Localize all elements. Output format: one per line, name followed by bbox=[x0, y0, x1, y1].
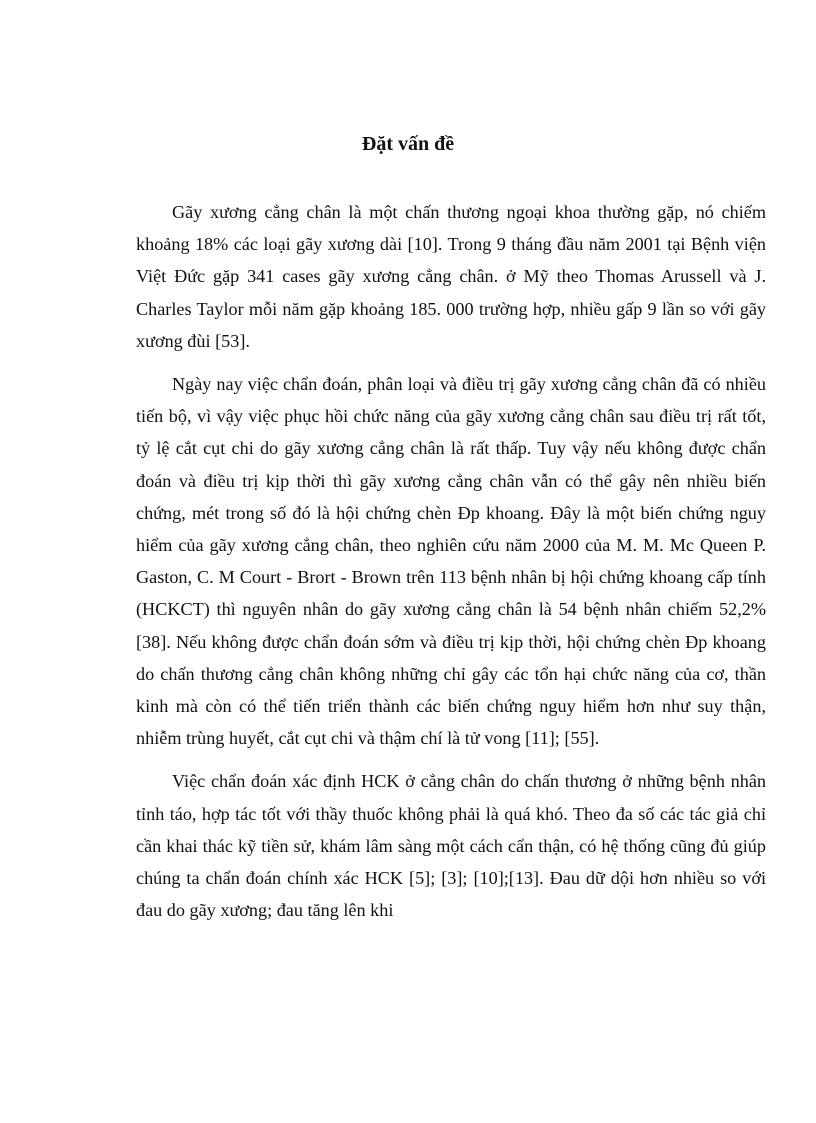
paragraph-2: Ngày nay việc chẩn đoán, phân loại và điều trị gãy xương cẳng chân đã có nhiều tiến bộ, vì vậy việc phục hồi chức năng của gãy xương cẳng chân sau điều trị rất tốt, tỷ lệ cắt cụt chi do gãy xương cẳng chân là rất thấp. Tuy vậy nếu không được chẩn đoán và điều trị kịp thời thì gãy xương cẳng chân vẫn có thể gây nên nhiều biến chứng, mét trong số đó là hội chứng chèn Đp khoang. Đây là một biến chứng nguy hiểm của gãy xương cẳng chân, theo nghiên cứu năm 2000 của M. M. Mc Queen P. Gaston, C. M Court - Brort - Brown trên 113 bệnh nhân bị hội chứng khoang cấp tính (HCKCT) thì nguyên nhân do gãy xương cẳng chân là 54 bệnh nhân chiếm 52,2% [38]. Nếu không được chẩn đoán sớm và điều trị kịp thời, hội chứng chèn Đp khoang do chấn thương cẳng chân không những chỉ gây các tổn hại chức năng của cơ, thần kinh mà còn có thể tiến triển thành các biến chứng nguy hiểm hơn như suy thận, nhiễm trùng huyết, cắt cụt chi và thậm chí là tử vong [11]; [55]. bbox=[136, 374, 766, 749]
paragraph-3: Việc chẩn đoán xác định HCK ở cẳng chân do chấn thương ở những bệnh nhân tỉnh táo, hợp tác tốt với thầy thuốc không phải là quá khó. Theo đa số các tác giả chỉ cần khai thác kỹ tiền sử, khám lâm sàng một cách cẩn thận, có hệ thống cũng đủ giúp chúng ta chẩn đoán chính xác HCK [5]; [3]; [10];[13]. Đau dữ dội hơn nhiều so với đau do gãy xương; đau tăng lên khi bbox=[136, 771, 766, 921]
body-text bbox=[136, 196, 766, 937]
paragraph-1: Gãy xương cẳng chân là một chấn thương ngoại khoa thường gặp, nó chiếm khoảng 18% các loại gãy xương dài [10]. Trong 9 tháng đầu năm 2001 tại Bệnh viện Việt Đức gặp 341 cases gãy xương cẳng chân. ở Mỹ theo Thomas Arussell và J. Charles Taylor mỗi năm gặp khoảng 185. 000 trường hợp, nhiều gấp 9 lần so với gãy xương đùi [53]. bbox=[136, 202, 766, 351]
page-title: Đặt vấn đề bbox=[361, 133, 455, 155]
